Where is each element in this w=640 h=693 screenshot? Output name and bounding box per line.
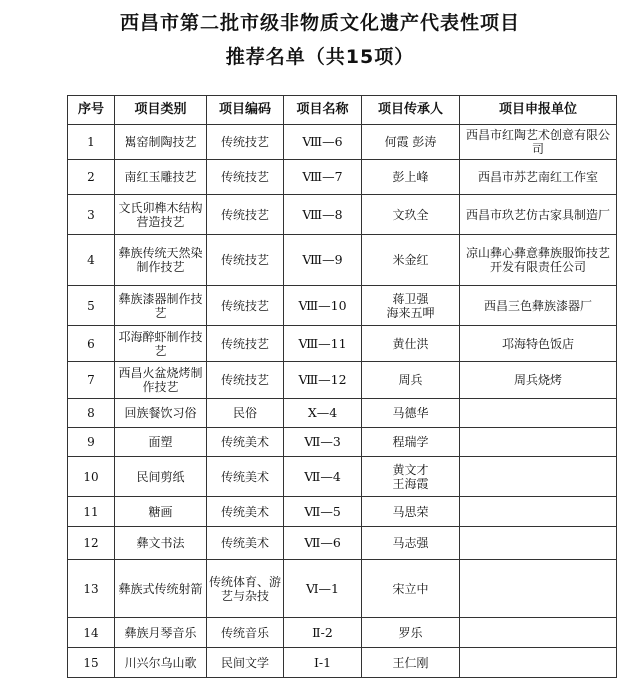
table-row <box>68 648 617 678</box>
cell-name: Ⅷ—9 <box>284 235 362 286</box>
table-row <box>68 125 617 160</box>
cell-unit: 凉山彝心彝意彝族服饰技艺开发有限责任公司 <box>460 235 617 286</box>
cell-no: 12 <box>68 527 115 560</box>
cell-unit <box>460 618 617 648</box>
table-row <box>68 527 617 560</box>
cell-category: 彝文书法 <box>115 527 207 560</box>
cell-heir: 蒋卫强 海来五呷 <box>362 286 460 326</box>
cell-category: 民间剪纸 <box>115 457 207 497</box>
cell-name: Ⅶ—6 <box>284 527 362 560</box>
table-row <box>68 160 617 195</box>
cell-heir: 王仁刚 <box>362 648 460 678</box>
cell-name: Ⅱ-2 <box>284 618 362 648</box>
cell-category: 彝族漆器制作技艺 <box>115 286 207 326</box>
cell-code: 传统美术 <box>207 428 284 457</box>
cell-unit: 西昌市苏艺南红工作室 <box>460 160 617 195</box>
cell-unit <box>460 399 617 428</box>
cell-no: 4 <box>68 235 115 286</box>
table-row <box>68 286 617 326</box>
cell-heir: 黄仕洪 <box>362 326 460 362</box>
header-category: 项目类别 <box>115 96 207 125</box>
cell-heir: 罗乐 <box>362 618 460 648</box>
cell-category: 川兴尔乌山歌 <box>115 648 207 678</box>
cell-category: 糖画 <box>115 497 207 527</box>
cell-name: Ⅷ—8 <box>284 195 362 235</box>
header-heir: 项目传承人 <box>362 96 460 125</box>
table-row <box>68 497 617 527</box>
cell-category: 嶲窑制陶技艺 <box>115 125 207 160</box>
cell-no: 11 <box>68 497 115 527</box>
cell-name: Ⅰ-1 <box>284 648 362 678</box>
header-code: 项目编码 <box>207 96 284 125</box>
cell-category: 回族餐饮习俗 <box>115 399 207 428</box>
cell-no: 1 <box>68 125 115 160</box>
header-name: 项目名称 <box>284 96 362 125</box>
cell-category: 彝族传统天然染制作技艺 <box>115 235 207 286</box>
table-row <box>68 326 617 362</box>
cell-unit: 西昌市红陶艺术创意有限公司 <box>460 125 617 160</box>
cell-unit: 周兵烧烤 <box>460 362 617 399</box>
cell-name: Ⅷ—12 <box>284 362 362 399</box>
cell-heir: 何霞 彭涛 <box>362 125 460 160</box>
cell-heir: 黄文才 王海霞 <box>362 457 460 497</box>
cell-unit <box>460 648 617 678</box>
table-row <box>68 618 617 648</box>
cell-name: Ⅶ—4 <box>284 457 362 497</box>
header-no: 序号 <box>68 96 115 125</box>
cell-name: Ⅷ—6 <box>284 125 362 160</box>
cell-no: 2 <box>68 160 115 195</box>
cell-code: 传统技艺 <box>207 195 284 235</box>
cell-heir: 马德华 <box>362 399 460 428</box>
heritage-table <box>67 95 617 678</box>
cell-no: 6 <box>68 326 115 362</box>
cell-name: Ⅶ—3 <box>284 428 362 457</box>
cell-unit: 邛海特色饭店 <box>460 326 617 362</box>
cell-no: 5 <box>68 286 115 326</box>
cell-name: Ⅷ—11 <box>284 326 362 362</box>
cell-no: 15 <box>68 648 115 678</box>
cell-no: 7 <box>68 362 115 399</box>
cell-code: 传统体育、游艺与杂技 <box>207 560 284 618</box>
cell-code: 传统美术 <box>207 527 284 560</box>
cell-code: 传统技艺 <box>207 362 284 399</box>
cell-unit: 西昌市玖艺仿古家具制造厂 <box>460 195 617 235</box>
cell-name: Ⅶ—5 <box>284 497 362 527</box>
cell-no: 3 <box>68 195 115 235</box>
cell-heir: 文玖全 <box>362 195 460 235</box>
table-row <box>68 560 617 618</box>
cell-code: 传统美术 <box>207 457 284 497</box>
cell-unit <box>460 560 617 618</box>
cell-code: 民间文学 <box>207 648 284 678</box>
cell-category: 南红玉雕技艺 <box>115 160 207 195</box>
table-row <box>68 235 617 286</box>
cell-code: 传统技艺 <box>207 125 284 160</box>
cell-code: 传统技艺 <box>207 326 284 362</box>
cell-no: 10 <box>68 457 115 497</box>
cell-heir: 彭上峰 <box>362 160 460 195</box>
cell-code: 传统音乐 <box>207 618 284 648</box>
header-unit: 项目申报单位 <box>460 96 617 125</box>
cell-code: 传统技艺 <box>207 235 284 286</box>
cell-code: 传统美术 <box>207 497 284 527</box>
table-row <box>68 362 617 399</box>
cell-heir: 马思荣 <box>362 497 460 527</box>
cell-category: 彝族式传统射箭 <box>115 560 207 618</box>
cell-category: 文氏卯榫木结构营造技艺 <box>115 195 207 235</box>
table-row <box>68 428 617 457</box>
cell-no: 13 <box>68 560 115 618</box>
cell-heir: 程瑞学 <box>362 428 460 457</box>
table-row <box>68 399 617 428</box>
cell-category: 西昌火盆烧烤制作技艺 <box>115 362 207 399</box>
cell-unit: 西昌三色彝族漆器厂 <box>460 286 617 326</box>
cell-unit <box>460 428 617 457</box>
cell-code: 民俗 <box>207 399 284 428</box>
cell-name: Ⅷ—10 <box>284 286 362 326</box>
cell-name: Ⅷ—7 <box>284 160 362 195</box>
cell-heir: 宋立中 <box>362 560 460 618</box>
cell-unit <box>460 457 617 497</box>
cell-heir: 周兵 <box>362 362 460 399</box>
document-subtitle: 推荐名单（共15项） <box>225 46 415 68</box>
table-header-row <box>68 96 617 125</box>
cell-no: 14 <box>68 618 115 648</box>
cell-unit <box>460 527 617 560</box>
document-title: 西昌市第二批市级非物质文化遗产代表性项目 <box>119 12 520 34</box>
table-row <box>68 195 617 235</box>
cell-name: Ⅹ—4 <box>284 399 362 428</box>
cell-code: 传统技艺 <box>207 286 284 326</box>
cell-heir: 米金红 <box>362 235 460 286</box>
cell-category: 彝族月琴音乐 <box>115 618 207 648</box>
cell-name: Ⅵ—1 <box>284 560 362 618</box>
table-row <box>68 457 617 497</box>
cell-no: 9 <box>68 428 115 457</box>
cell-heir: 马志强 <box>362 527 460 560</box>
cell-category: 面塑 <box>115 428 207 457</box>
cell-unit <box>460 497 617 527</box>
cell-no: 8 <box>68 399 115 428</box>
cell-category: 邛海醉虾制作技艺 <box>115 326 207 362</box>
cell-code: 传统技艺 <box>207 160 284 195</box>
